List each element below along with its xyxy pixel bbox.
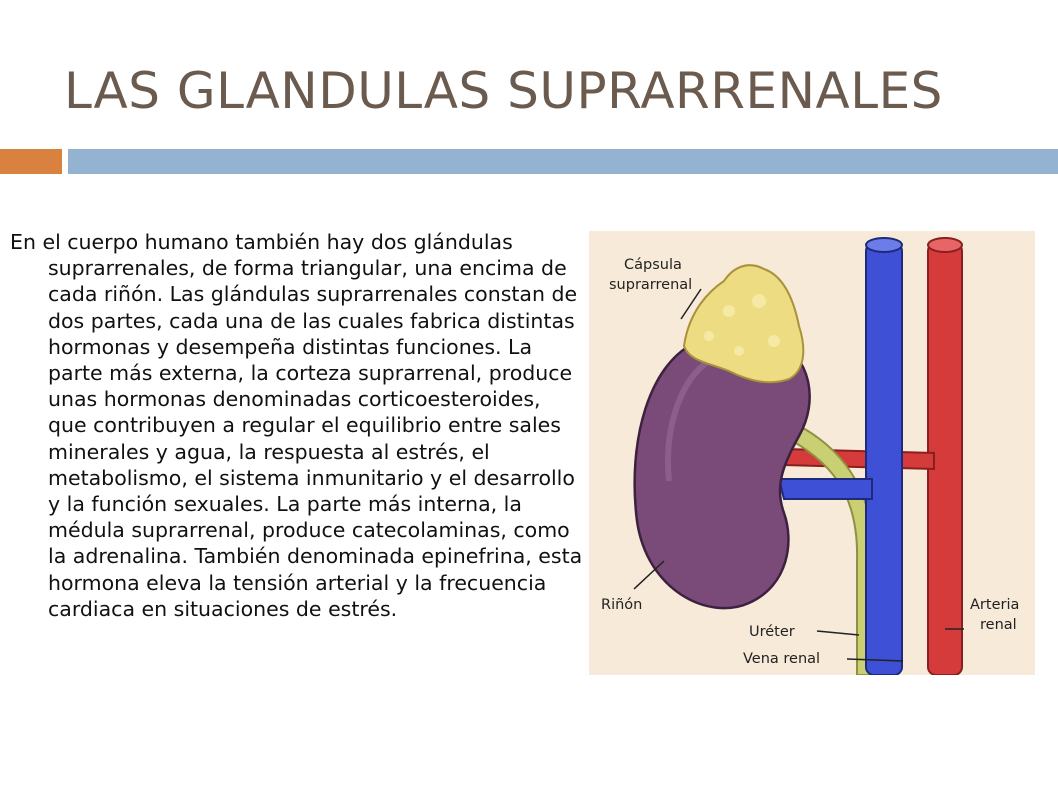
slide-title: LAS GLANDULAS SUPRARRENALES <box>64 62 943 120</box>
label-capsula-line2: suprarrenal <box>609 277 693 293</box>
label-arteria-line1: Arteria <box>970 597 1020 613</box>
adrenal-gland-illustration <box>589 231 1035 675</box>
body-paragraph: En el cuerpo humano también hay dos glándulas suprarrenales, de forma triangular, una encima de cada riñón. Las glándulas suprarrenales constan de dos partes, cada una de las cuales fabrica distintas hormonas y desempeña distintas funciones. La parte más externa, la corteza suprarrenal, produce unas hormonas denominadas corticoesteroides, que contribuyen a regular el equilibrio entre sales minerales y agua, la respuesta al estrés, el metabolismo, el sistema inmunitario y el desarrollo y la función sexuales. La parte más interna, la médula suprarrenal, produce catecolaminas, como la adrenalina. También denominada epinefrina, esta hormona eleva la tensión arterial y la frecuencia cardiaca en situaciones de estrés. <box>10 230 583 621</box>
label-rinon: Riñón <box>601 597 643 613</box>
label-arteria-line2: renal <box>980 617 1017 633</box>
label-ureter: Uréter <box>749 624 795 640</box>
accent-bar-blue <box>68 149 1058 174</box>
label-capsula-line1: Cápsula <box>624 257 682 273</box>
label-vena-renal: Vena renal <box>743 651 821 667</box>
accent-bar-orange <box>0 149 62 174</box>
